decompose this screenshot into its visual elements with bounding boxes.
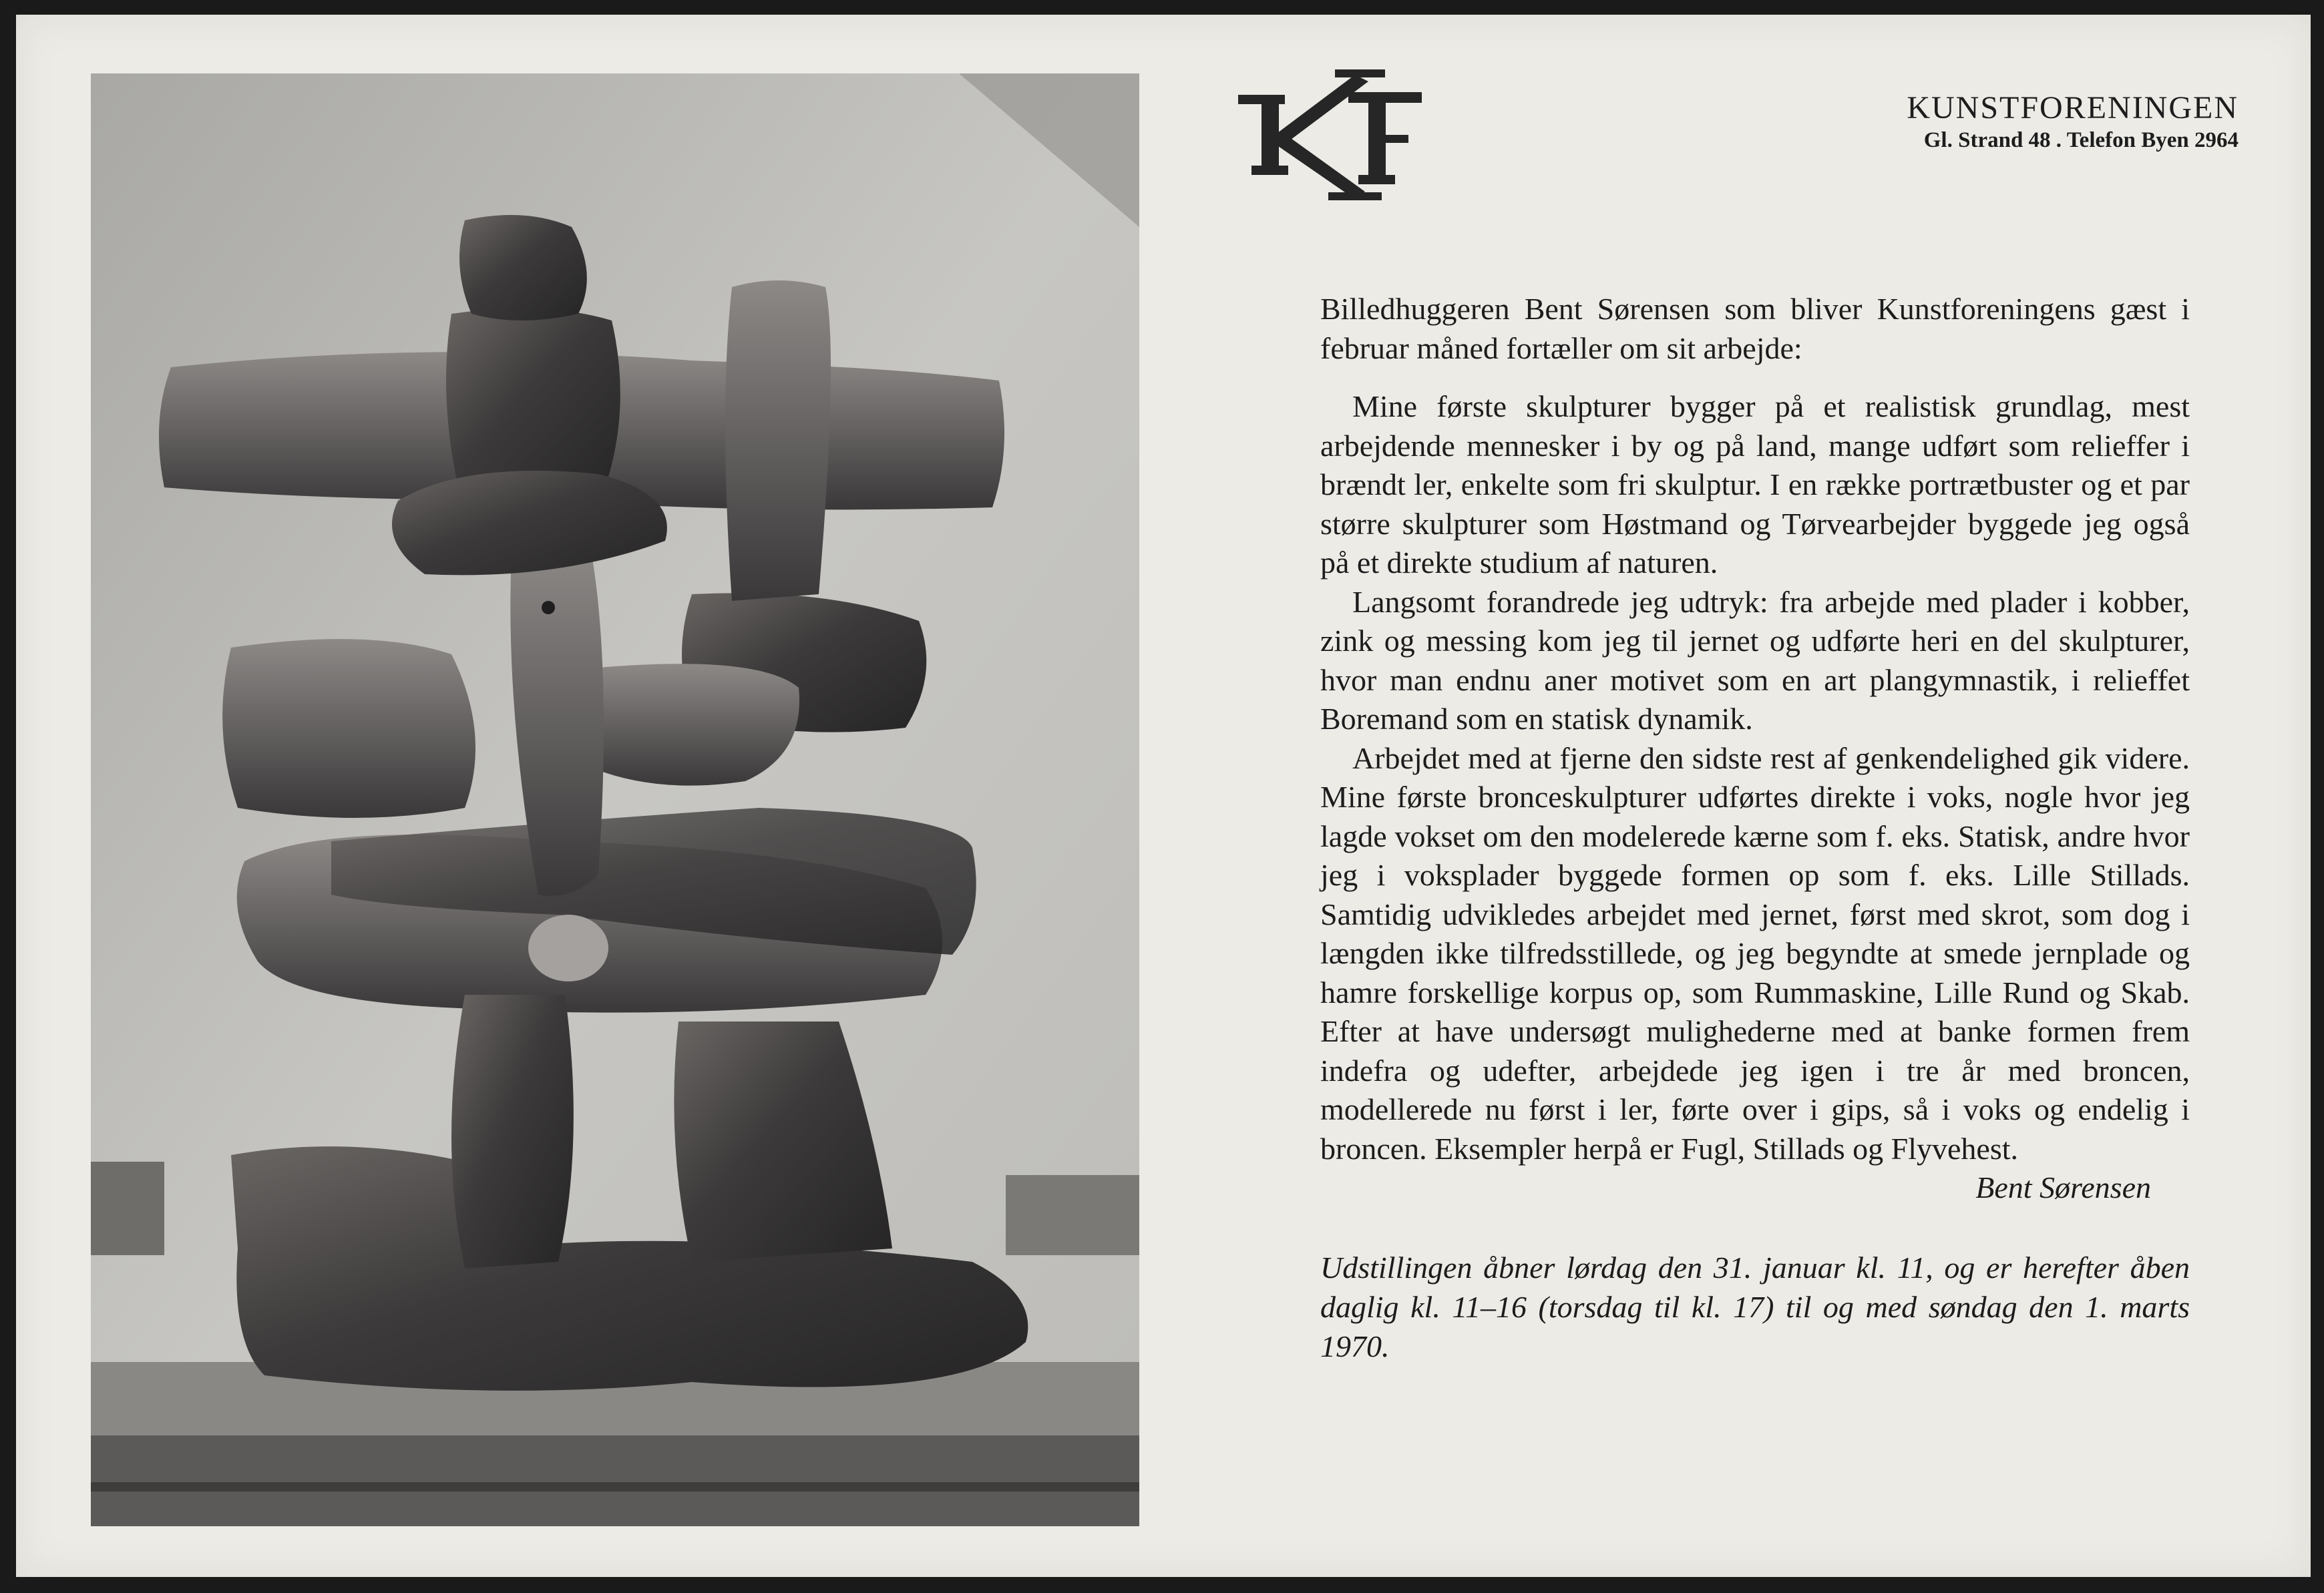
organization-address: Gl. Strand 48 . Telefon Byen 2964 (1923, 128, 2239, 152)
sculpture-photo (91, 73, 1139, 1526)
exhibition-leaflet (16, 15, 2311, 1577)
intro-paragraph: Billedhuggeren Bent Sørensen som bliver Kunstforeningens gæst i februar måned fortæller om sit arbejde: (1320, 292, 2190, 365)
signature: Bent Sørensen (1975, 1170, 2151, 1204)
body-paragraph-1: Mine første skulpturer bygger på et realistisk grundlag, mest arbejdende mennesker i by og på land, mange udført som relieffer i brændt ler, enkelte som fri skulptur. I en række portrætbuster og et par større skulpturer som Høstmand og Tørvearbejder byggede jeg også på et direkte studium af naturen. (1320, 389, 2190, 580)
kf-logo (1235, 68, 1425, 202)
kf-monogram-icon (1235, 68, 1425, 202)
body-paragraph-3: Arbejdet med at fjerne den sidste rest af genkendelighed gik videre. Mine første bronceskulpturer udførtes direkte i voks, nogle hvor jeg lagde vokset om den modelerede kærne som f. eks. Statisk, andre hvor jeg i voksplader byggede formen op som f. eks. Lille Stillads. Samtidig udvikledes arbejdet med jernet, først med skrot, som dog i længden ikke tilfredsstillede, og jeg begyndte at smede jernplade og hamre forskellige korpus op, som Rummaskine, Lille Rund og Skab. Efter at have undersøgt mulighederne med at banke formen frem indefra og udefter, arbejdede jeg igen i tre år med broncen, modellerede nu først i ler, førte over i gips, så i voks og endelig i broncen. Eksempler herpå er Fugl, Stillads og Flyvehest. (1320, 740, 2190, 1166)
body-paragraph-2: Langsomt forandrede jeg udtryk: fra arbejde med plader i kobber, zink og messing kom jeg til jernet og udførte heri en del skulpturer, hvor man endnu aner motivet som en art plangymnastik, i relieffet Boremand som en statisk dynamik. (1320, 584, 2190, 736)
sculpture-image (91, 73, 1139, 1526)
exhibition-notice: Udstillingen åbner lørdag den 31. januar kl. 11, og er herefter åben daglig kl. 11–16 (torsdag til kl. 17) til og med søndag den 1. marts 1970. (1320, 1250, 2190, 1363)
article-text (1320, 290, 2190, 1366)
organization-name: KUNSTFORENINGEN (1907, 90, 2239, 126)
